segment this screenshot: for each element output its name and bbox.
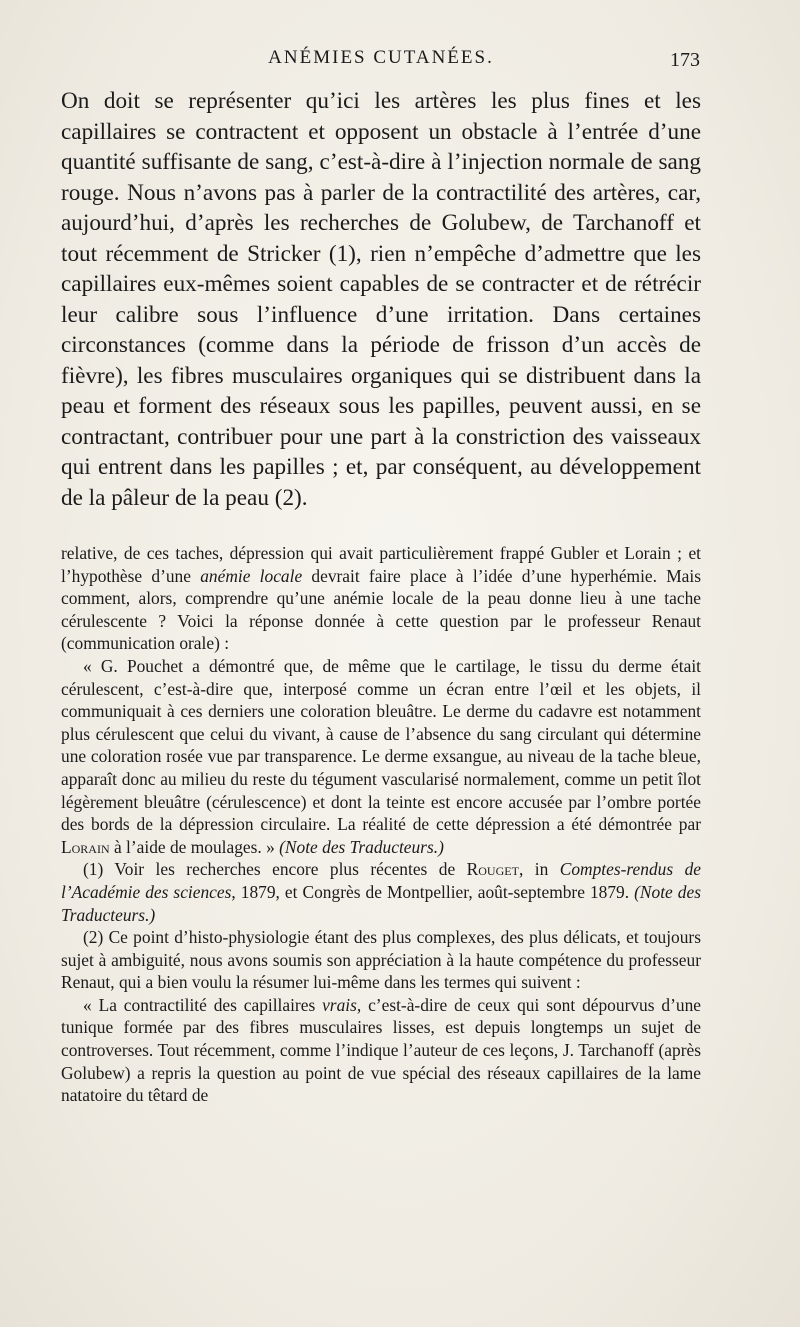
quote2-emphasis: vrais, bbox=[322, 994, 362, 1015]
footnote-continuation bbox=[61, 542, 701, 655]
footnote-1-journal: Comptes-rendus de l’Académie des sciences bbox=[61, 859, 701, 902]
quote2-text-a: « La contractilité des capillaires bbox=[83, 994, 323, 1015]
quote-text-a: « G. Pouchet a démontré que, de même que le cartilage, le tissu du derme était cérulescent, c’est-à-dire que, interposé comme un écran entre l’œil et les objets, il communiquait à ces derniers une coloration bleuâtre. Le derme du cadavre est notamment plus cérulescent que celui du vivant, à cause de l’absence du sang circulant qui détermine une coloration rosée vue par transparence. Le derme exsangue, au niveau de la tache bleue, apparaît donc au milieu du reste du tégument vascularisé normalement, comme un petit îlot légèrement bleuâtre (cérulescence) et dont la teinte est encore accusée par l’ombre portée des bords de la dépression circulaire. La réalité de cette dépression a été démontrée par bbox=[61, 655, 701, 835]
footnotes bbox=[61, 542, 701, 1107]
footnote-2: (2) Ce point d’histo-physiologie étant des plus complexes, des plus délicats, et toujours sujet à ambiguité, nous avons soumis son appréciation à la haute compétence du professeur Renaut, qui a bien voulu la résumer lui-même dans les termes qui suivent : bbox=[61, 927, 701, 993]
quote-translators-note: (Note des Traducteurs.) bbox=[279, 836, 444, 857]
footnote-1 bbox=[61, 858, 701, 926]
footnote-1-translators-note: (Note des Traducteurs.) bbox=[61, 881, 701, 925]
footnote-1-text-a: (1) Voir les recherches encore plus récentes de bbox=[83, 859, 467, 880]
quote-author-name: Lorain bbox=[61, 836, 110, 857]
footnote-continuation-text-a: relative, de ces taches, dépression qui avait particulièrement frappé Gubler et Lorain ; et l’hypothèse d’une bbox=[61, 543, 701, 586]
footnote-1-text-b: , in bbox=[518, 859, 560, 880]
page-number: 173 bbox=[670, 49, 700, 71]
footnote-1-author: Rouget bbox=[466, 859, 519, 880]
body-paragraph: On doit se représenter qu’ici les artères les plus fines et les capillaires se contractent et opposent un obstacle à l’entrée d’une quantité suffisante de sang, c’est-à-dire à l’injection normale de sang rouge. Nous n’avons pas à parler de la contractilité des artères, car, aujourd’hui, d’après les recherches de Golubew, de Tarchanoff et tout récemment de Stricker (1), rien n’empêche d’admettre que les capillaires eux-mêmes soient capables de se contracter et de rétrécir leur calibre sous l’influence d’une irritation. Dans certaines circonstances (comme dans la période de frisson d’un accès de fièvre), les fibres musculaires organiques qui se distribuent dans la peau et forment des réseaux sous les papilles, peuvent aussi, en se contractant, contribuer pour une part à la constriction des vaisseaux qui entrent dans les papilles ; et, par conséquent, au développement de la pâleur de la peau (2). bbox=[61, 88, 701, 511]
footnote-2-quote bbox=[61, 994, 701, 1107]
quote2-text-b: c’est-à-dire de ceux qui sont dépourvus d’une tunique formée par des fibres musculaires lisses, est depuis longtemps un sujet de controverses. Tout récemment, comme l’indique l’auteur de ces leçons, J. Tarchanoff (après Golubew) a repris la question au point de vue spécial des réseaux capillaires de la lame natatoire du têtard de bbox=[61, 994, 701, 1106]
running-head bbox=[62, 45, 700, 75]
main-text bbox=[61, 86, 701, 513]
footnote-continuation-emphasis: anémie locale bbox=[200, 565, 303, 586]
footnote-continuation-text-b: devrait faire place à l’idée d’une hyperhémie. Mais comment, alors, comprendre qu’une anémie locale de la peau donne lieu à une tache cérulescente ? Voici la réponse donnée à cette question par le professeur Renaut (communication orale) : bbox=[61, 565, 702, 654]
footnote-quote-renaut bbox=[61, 655, 701, 858]
quote-text-b: à l’aide de moulages. » bbox=[109, 836, 275, 857]
running-title: ANÉMIES CUTANÉES. bbox=[268, 47, 494, 68]
footnote-1-text-c: , 1879, et Congrès de Montpellier, août-septembre 1879. bbox=[231, 881, 635, 902]
